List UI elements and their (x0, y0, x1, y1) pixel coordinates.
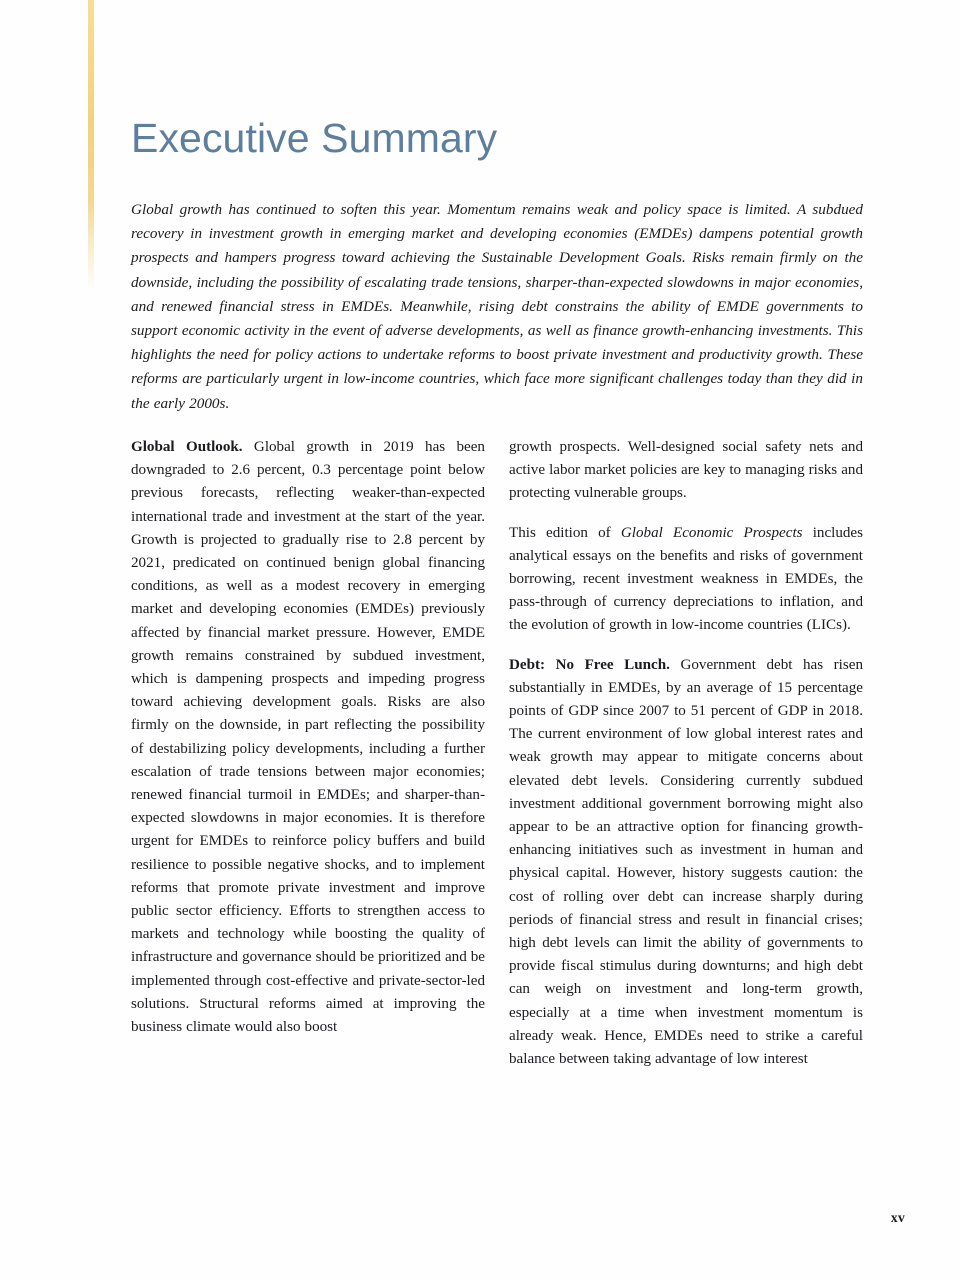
paragraph-global-outlook (131, 436, 485, 1039)
lead-in-global-outlook: Global Outlook. (131, 439, 243, 455)
publication-title-reference: Global Economic Prospects (620, 524, 803, 541)
paragraph-growth-prospects (509, 436, 863, 506)
paragraph-this-edition (509, 522, 863, 638)
paragraph-global-outlook-body: Global growth in 2019 has been downgraded to 2.6 percent, 0.3 percentage point below previous forecasts, reflecting weaker-than-expected international trade and investment at the start of the year. Growth is projected to gradually rise to 2.8 percent by 2021, predicated on continued benign global financing conditions, as well as a modest recovery in emerging market and developing economies (EMDEs) previously affected by financial market pressure. However, EMDE growth remains constrained by subdued investment, which is dampening prospects and impeding progress toward achieving development goals. Risks are also firmly on the downside, in part reflecting the possibility of destabilizing policy developments, including a further escalation of trade tensions between major economies; renewed financial turmoil in EMDEs; and sharper-than-expected slowdowns in major economies. It is therefore urgent for EMDEs to reinforce policy buffers and build resilience to possible negative shocks, and to implement reforms that promote private investment and improve public sector efficiency. Efforts to strengthen access to markets and technology while boosting the quality of infrastructure and governance should be prioritized and be implemented through cost-effective and private-sector-led solutions. Structural reforms aimed at improving the business climate would also boost (131, 439, 485, 1036)
right-column (509, 436, 863, 1126)
paragraph-debt-no-free-lunch-body: Government debt has risen substantially in EMDEs, by an average of 15 percentage points of GDP since 2007 to 51 percent of GDP in 2018. The current environment of low global interest rates and weak growth may appear to mitigate concerns about elevated debt levels. Considering currently subdued investment additional government borrowing might also appear to be an attractive option for financing growth-enhancing initiatives such as investment in human and physical capital. However, history suggests caution: the cost of rolling over debt can increase sharply during periods of financial stress and result in financial crises; high debt levels can limit the ability of governments to provide fiscal stimulus during downturns; and high debt can weigh on investment and long-term growth, especially at a time when investment momentum is already weak. Hence, EMDEs need to strike a careful balance between taking advantage of low interest (509, 656, 863, 1068)
paragraph-debt-no-free-lunch (509, 654, 863, 1072)
paragraph-this-edition-suffix: includes analytical essays on the benefits and risks of government borrowing, recent investment weakness in EMDEs, the pass-through of currency depreciations to inflation, and the evolution of growth in low-income countries (LICs). (509, 524, 864, 634)
title-block (131, 116, 831, 161)
page-number-folio: xv (890, 1210, 905, 1225)
page-title: Executive Summary (131, 115, 498, 161)
paragraph-this-edition-prefix: This edition of (509, 524, 621, 541)
accent-rule-decoration (88, 0, 94, 292)
left-column (131, 436, 485, 1126)
paragraph-growth-prospects-body: growth prospects. Well-designed social safety nets and active labor market policies are key to managing risks and protecting vulnerable groups. (509, 439, 863, 502)
lead-in-debt-no-free-lunch: Debt: No Free Lunch. (509, 656, 670, 673)
body-columns (131, 436, 863, 1126)
lede-paragraph: Global growth has continued to soften this year. Momentum remains weak and policy space is limited. A subdued recovery in investment growth in emerging market and developing economies (EMDEs) dampens potential growth prospects and hampers progress toward achieving the Sustainable Development Goals. Risks remain firmly on the downside, including the possibility of escalating trade tensions, sharper-than-expected slowdowns in major economies, and renewed financial stress in EMDEs. Meanwhile, rising debt constrains the ability of EMDE governments to support economic activity in the event of adverse developments, as well as finance growth-enhancing investments. This highlights the need for policy actions to undertake reforms to boost private investment and productivity growth. These reforms are particularly urgent in low-income countries, which face more significant challenges today than they did in the early 2000s. (131, 201, 863, 412)
